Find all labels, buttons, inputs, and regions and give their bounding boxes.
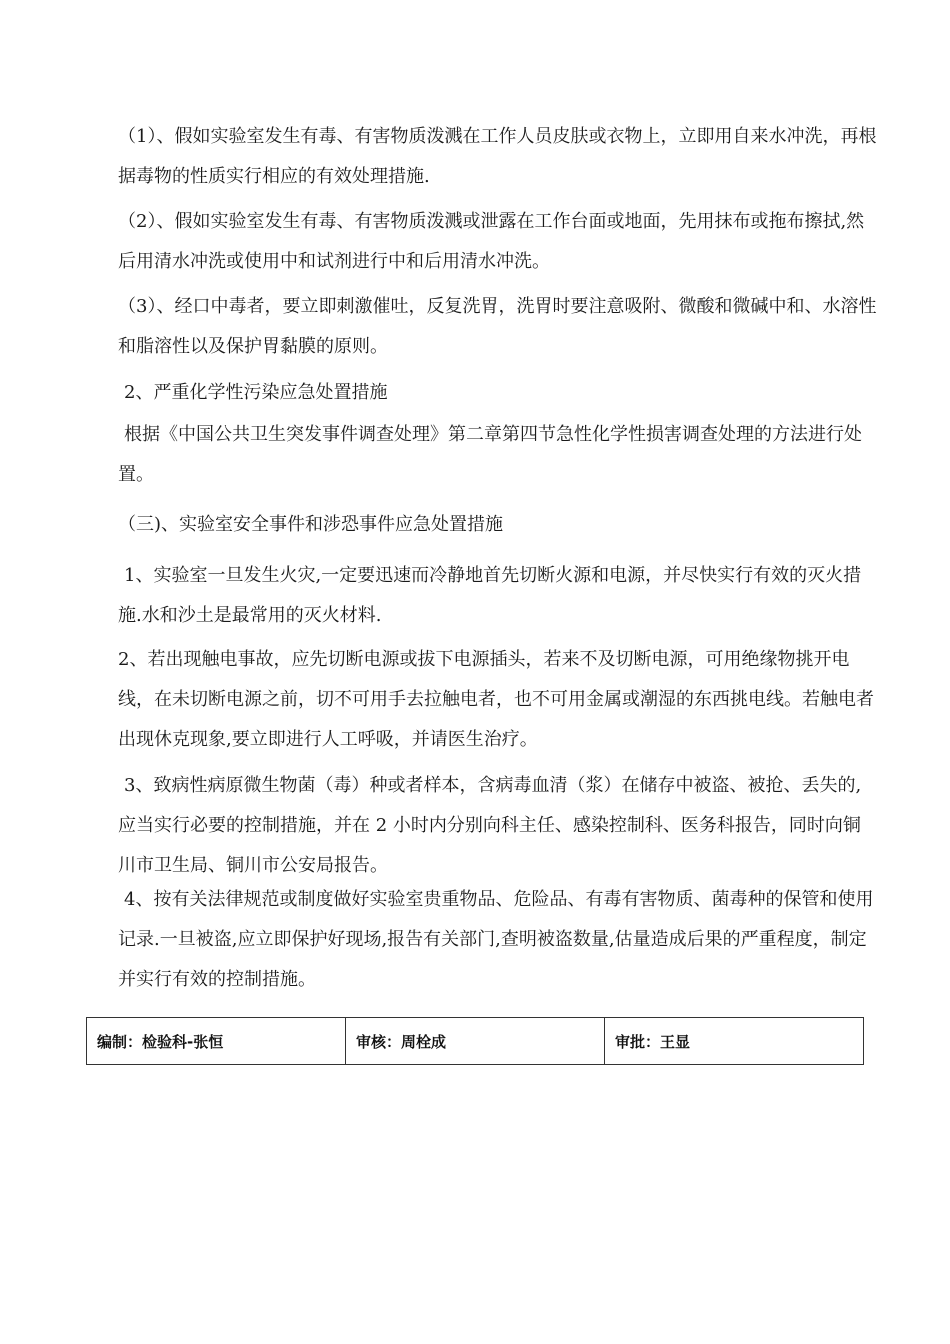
paragraph-item-4: 根据《中国公共卫生突发事件调查处理》第二章第四节急性化学性损害调查处理的方法进行处置。 xyxy=(118,424,862,485)
paragraph-item-5: 1、实验室一旦发生火灾,一定要迅速而冷静地首先切断火源和电源，并尽快实行有效的灭火措施.水和沙土是最常用的灭火材料. xyxy=(118,565,862,626)
paragraph-item-3: （3）、经口中毒者，要立即刺激催吐，反复洗胃，洗胃时要注意吸附、微酸和微碱中和、水溶性和脂溶性以及保护胃黏膜的原则。 xyxy=(118,296,877,357)
compiled-by-cell: 编制：检验科-张恒 xyxy=(87,1018,346,1065)
signoff-row xyxy=(87,1018,864,1065)
approved-by-cell: 审批：王显 xyxy=(605,1018,864,1065)
paragraph-item-7: 3、致病性病原微生物菌（毒）种或者样本，含病毒血清（浆）在储存中被盗、被抢、丢失的,应当实行必要的控制措施，并在 2 小时内分别向科主任、感染控制科、医务科报告，同时向铜川市卫生局、铜川市公安局报告。 xyxy=(118,775,862,876)
signoff-table xyxy=(86,1017,864,1065)
reviewed-by-cell: 审核：周栓成 xyxy=(346,1018,605,1065)
section-heading-3: （三)、实验室安全事件和涉恐事件应急处置措施 xyxy=(118,514,504,535)
paragraph-item-6: 2、若出现触电事故，应先切断电源或拔下电源插头，若来不及切断电源，可用绝缘物挑开电线，在未切断电源之前，切不可用手去拉触电者，也不可用金属或潮湿的东西挑电线。若触电者出现休克现象,要立即进行人工呼吸，并请医生治疗。 xyxy=(118,649,874,750)
section-heading-2: 2、严重化学性污染应急处置措施 xyxy=(124,382,388,403)
paragraph-item-1: （1）、假如实验室发生有毒、有害物质泼溅在工作人员皮肤或衣物上，立即用自来水冲洗，再根据毒物的性质实行相应的有效处理措施. xyxy=(118,126,877,187)
paragraph-item-8: 4、按有关法律规范或制度做好实验室贵重物品、危险品、有毒有害物质、菌毒种的保管和使用记录.一旦被盗,应立即保护好现场,报告有关部门,查明被盗数量,估量造成后果的严重程度，制定并实行有效的控制措施。 xyxy=(118,889,874,990)
paragraph-item-2: （2）、假如实验室发生有毒、有害物质泼溅或泄露在工作台面或地面，先用抹布或拖布擦拭,然后用清水冲洗或使用中和试剂进行中和后用清水冲洗。 xyxy=(118,211,865,272)
